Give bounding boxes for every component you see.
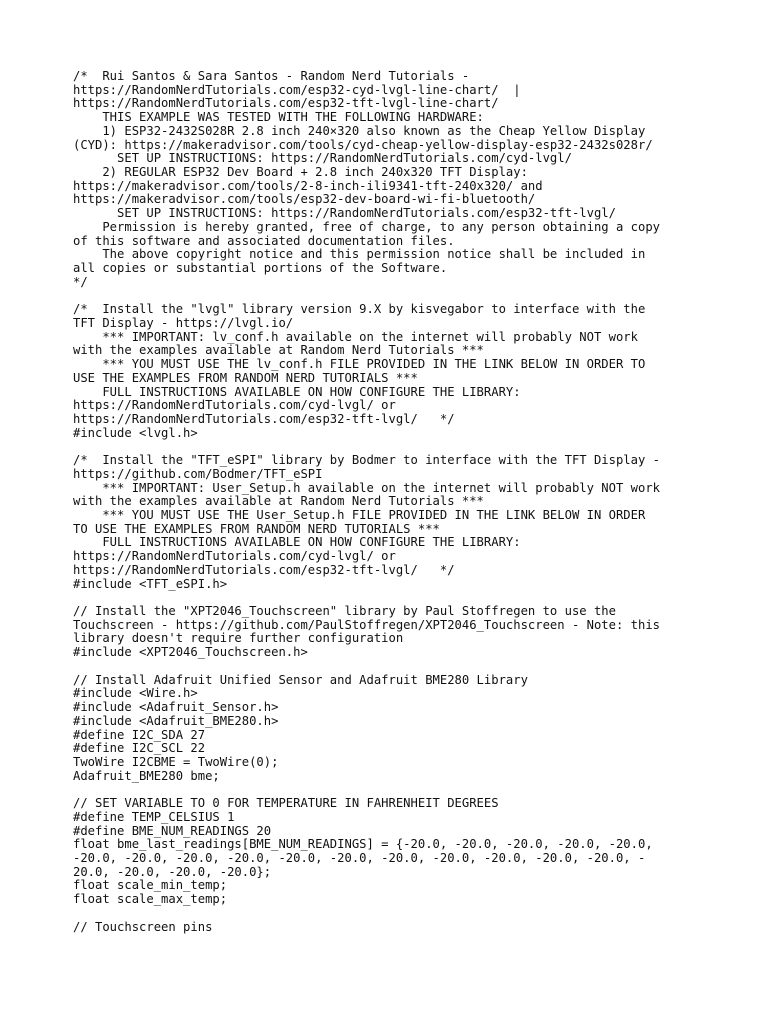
code-line: TO USE THE EXAMPLES FROM RANDOM NERD TUTORIALS *** <box>73 521 440 536</box>
code-line: #include <Adafruit_Sensor.h> <box>73 700 279 715</box>
code-line: float scale_max_temp; <box>73 892 228 907</box>
code-line: // SET VARIABLE TO 0 FOR TEMPERATURE IN FAHRENHEIT DEGREES <box>73 796 499 811</box>
code-line: FULL INSTRUCTIONS AVAILABLE ON HOW CONFIGURE THE LIBRARY: <box>73 535 521 550</box>
code-line: https://github.com/Bodmer/TFT_eSPI <box>73 466 323 481</box>
code-line: all copies or substantial portions of the Software. <box>73 261 448 276</box>
code-line: FULL INSTRUCTIONS AVAILABLE ON HOW CONFIGURE THE LIBRARY: <box>73 384 521 399</box>
code-line: */ <box>73 274 88 289</box>
code-line <box>73 591 733 605</box>
code-line: float bme_last_readings[BME_NUM_READINGS] = {-20.0, -20.0, -20.0, -20.0, -20.0, <box>73 837 653 852</box>
code-line: https://RandomNerdTutorials.com/cyd-lvgl/ or <box>73 398 396 413</box>
code-line: // Touchscreen pins <box>73 919 213 934</box>
code-line: THIS EXAMPLE WAS TESTED WITH THE FOLLOWING HARDWARE: <box>73 110 484 125</box>
code-listing <box>73 70 733 934</box>
code-line: USE THE EXAMPLES FROM RANDOM NERD TUTORIALS *** <box>73 370 418 385</box>
code-line: Adafruit_BME280 bme; <box>73 768 220 783</box>
code-line: https://RandomNerdTutorials.com/esp32-tft-lvgl/ */ <box>73 562 455 577</box>
code-line: -20.0, -20.0, -20.0, -20.0, -20.0, -20.0, -20.0, -20.0, -20.0, -20.0, -20.0, - <box>73 850 646 865</box>
code-line: 2) REGULAR ESP32 Dev Board + 2.8 inch 240x320 TFT Display: <box>73 165 528 180</box>
code-line: with the examples available at Random Nerd Tutorials *** <box>73 343 484 358</box>
code-line: https://RandomNerdTutorials.com/cyd-lvgl/ or <box>73 549 396 564</box>
code-line: // Install Adafruit Unified Sensor and Adafruit BME280 Library <box>73 672 528 687</box>
code-line: 1) ESP32-2432S028R 2.8 inch 240×320 also known as the Cheap Yellow Display <box>73 123 646 138</box>
code-line: SET UP INSTRUCTIONS: https://RandomNerdTutorials.com/esp32-tft-lvgl/ <box>73 206 616 221</box>
code-line: *** IMPORTANT: User_Setup.h available on the internet will probably NOT work <box>73 480 660 495</box>
code-line: Permission is hereby granted, free of charge, to any person obtaining a copy <box>73 219 660 234</box>
code-line: of this software and associated documentation files. <box>73 233 455 248</box>
code-line: TwoWire I2CBME = TwoWire(0); <box>73 754 279 769</box>
code-line: #define I2C_SDA 27 <box>73 727 206 742</box>
code-line <box>73 440 733 454</box>
code-line: TFT Display - https://lvgl.io/ <box>73 315 294 330</box>
code-line: /* Install the "TFT_eSPI" library by Bodmer to interface with the TFT Display - <box>73 453 660 468</box>
code-line: https://RandomNerdTutorials.com/esp32-cyd-lvgl-line-chart/ | <box>73 82 521 97</box>
code-line <box>73 290 733 304</box>
code-line: #include <XPT2046_Touchscreen.h> <box>73 645 308 660</box>
code-line: library doesn't require further configuration <box>73 631 404 646</box>
code-line: #include <Wire.h> <box>73 686 198 701</box>
code-line: https://RandomNerdTutorials.com/esp32-tft-lvgl-line-chart/ <box>73 96 499 111</box>
code-line: *** IMPORTANT: lv_conf.h available on the internet will probably NOT work <box>73 329 638 344</box>
code-line <box>73 783 733 797</box>
code-line: 20.0, -20.0, -20.0, -20.0}; <box>73 864 272 879</box>
code-line: /* Rui Santos & Sara Santos - Random Nerd Tutorials - <box>73 69 470 83</box>
code-line: (CYD): https://makeradvisor.com/tools/cyd-cheap-yellow-display-esp32-2432s028r/ <box>73 137 653 152</box>
code-line: https://RandomNerdTutorials.com/esp32-tft-lvgl/ */ <box>73 411 455 426</box>
code-line: *** YOU MUST USE THE User_Setup.h FILE PROVIDED IN THE LINK BELOW IN ORDER <box>73 508 646 522</box>
code-line <box>73 907 733 921</box>
code-line: float scale_min_temp; <box>73 878 228 893</box>
code-line: SET UP INSTRUCTIONS: https://RandomNerdTutorials.com/cyd-lvgl/ <box>73 151 572 166</box>
code-line: The above copyright notice and this permission notice shall be included in <box>73 247 646 262</box>
code-line: #include <lvgl.h> <box>73 425 198 440</box>
code-line: *** YOU MUST USE THE lv_conf.h FILE PROVIDED IN THE LINK BELOW IN ORDER TO <box>73 357 646 372</box>
code-line: // Install the "XPT2046_Touchscreen" library by Paul Stoffregen to use the <box>73 604 616 619</box>
code-line: #include <Adafruit_BME280.h> <box>73 713 279 728</box>
code-line: with the examples available at Random Nerd Tutorials *** <box>73 494 484 509</box>
code-line: /* Install the "lvgl" library version 9.X by kisvegabor to interface with the <box>73 302 646 317</box>
code-line: https://makeradvisor.com/tools/esp32-dev-board-wi-fi-bluetooth/ <box>73 192 536 207</box>
code-line <box>73 660 733 674</box>
code-line: #define BME_NUM_READINGS 20 <box>73 823 272 838</box>
code-line: #define TEMP_CELSIUS 1 <box>73 809 235 824</box>
code-line: #define I2C_SCL 22 <box>73 741 206 756</box>
code-line: https://makeradvisor.com/tools/2-8-inch-ili9341-tft-240x320/ and <box>73 178 543 193</box>
code-line: #include <TFT_eSPI.h> <box>73 576 228 591</box>
code-line: Touchscreen - https://github.com/PaulStoffregen/XPT2046_Touchscreen - Note: this <box>73 617 660 632</box>
